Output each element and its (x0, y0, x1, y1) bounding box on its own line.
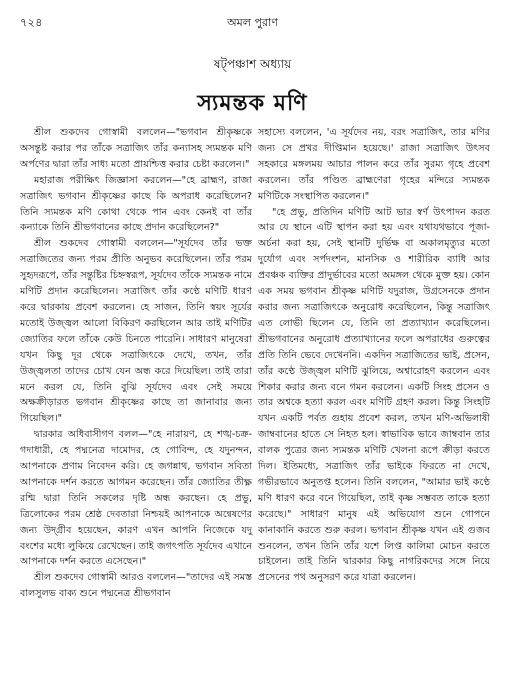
paragraph: শ্রীল শুকদেব গোস্বামী বললেন—"সূর্যদেব তাঁর ভক্ত সত্রাজিতের জন্য পরম প্রীতি অনুভব করেছিলেন। তাঁর পরম সুহৃদরূপে, তাঁর সন্তুষ্টির চিহ্নস্বরূপ, সূর্যদেব তাঁকে স্যমন্তক নামে মণিটি প্রদান করেছিলেন। সত্রাজিৎ তাঁর কণ্ঠে মণিটি ধারণ করে দ্বারকায় প্রবেশ করলেন। হে সাজন, তিনি স্বয়ং সূর্যের মতোই উজ্জ্বল আলো বিকিরণ করছিলেন আর তাই মণিটির জ্যোতির ফলে তাঁকে কেউ চিনতে পারেনি। সাধারণ মানুষেরা যখন কিছু দূর থেকে সত্রাজিৎকে দেখে, তখন, তাঁর উজ্জ্বলতা তাদের চোখ যেন অন্ধ করে দিয়েছিল। তাই তারা মনে করল যে, তিনি বুঝি সূর্যদেব এবং সেই সময়ে অক্ষক্রীড়ারত ভগবান শ্রীকৃষ্ণের কাছে তা জানাবার জন্য গিয়েছিল।" (20, 238, 252, 425)
paragraph: মহারাজ পরীক্ষিৎ জিজ্ঞাসা করলেন—"হে ব্রাহ্মণ, রাজা সত্রাজিৎ ভগবান শ্রীকৃষ্ণের কাছে কি অপরাধ করেছিলেন? তিনি স্যমন্তক মণি কোথা থেকে পান এবং কেনই বা তাঁর কন্যাকে তিনি শ্রীভগবানের কাছে প্রদান করেছিলেন?" (20, 174, 252, 234)
page-number: ৭২৪ (20, 16, 43, 29)
chapter-title: স্যমন্তক মণি (197, 91, 308, 116)
paragraph: "হে প্রভু, প্রতিদিন মণিটি আট ভার স্বর্ণ উৎপাদন করত আর যে স্থানে এটি স্থাপন করা হয় এবং যথাযথভাবে পূজা-অর্চনা করা হয়, সেই স্থানটি দুর্ভিক্ষ বা অকালমৃত্যুর মতো দুর্যোগ এবং সর্পদংশন, মানসিক ও শারীরিক ব্যাধি আর প্রবঞ্চক ব্যক্তির প্রাদুর্ভাবের মতো অমঙ্গল থেকে মুক্ত হয়। কোন এক সময় ভগবান শ্রীকৃষ্ণ মণিটি যদুরাজ, উগ্রসেনকে প্রদান করার জন্য সত্রাজিৎকে অনুরোধ করেছিলেন, কিন্তু সত্রাজিৎ এত লোভী ছিলেন যে, তিনি তা প্রত্যাখ্যান করেছিলেন। শ্রীভগবানের অনুরোধ প্রত্যাখ্যানের ফলে অপরাধের গুরুত্বের প্রতি তিনি ভেবে দেখেননি। একদিন সত্রাজিতের ভাই, প্রসেন, তাঁর কণ্ঠে উজ্জ্বল মণিটি ঝুলিয়ে, অশ্বারোহণ করলেন এবং শিকার করার জন্য বনে গমন করলেন। একটি সিংহ প্রসেন ও তার অশ্বকে হত্যা করল এবং মণিটি গ্রহণ করল। কিন্তু সিংহটি যখন একটি পর্বত গুহায় প্রবেশ করল, তখন মণি-অভিলাষী জাম্ববানের হাতে সে নিহত হল। স্বাভাবিক ভাবে জাম্ববান তার বালক পুত্রের জন্য স্যমন্তক মণিটি খেলনা রূপে ক্রীড়া করতে দিল। ইতিমধ্যে, সত্রাজিৎ তাঁর ভাইকে ফিরতে না দেখে, গভীরভাবে অনুতপ্ত হলেন। তিনি বললেন, "আমার ভাই কণ্ঠে মণি ধারণ করে বনে গিয়েছিল, তাই কৃষ্ণ সম্ভবত তাকে হত্যা করেছে।" সাধারণ মানুষ এই অভিযোগ শুনে গোপনে কানাকানি করতে শুরু করল। ভগবান শ্রীকৃষ্ণ যখন এই গুজব শুনলেন, তখন তিনি তাঁর যশে লিপ্ত কালিমা মোচন করতে চাইলেন। তাই তিনি দ্বারকার কিছু নাগরিকদের সঙ্গে নিয়ে প্রসেনের পথ অনুসরণ করে যাত্রা করলেন। (258, 206, 490, 584)
chapter-label: ষট্‌পঞ্চাশ অধ্যায় (213, 57, 292, 71)
right-column (258, 125, 490, 586)
paragraph: শ্রীল শুকদেব গোস্বামী বললেন—"ভগবান শ্রীকৃষ্ণকে অসন্তুষ্ট করার পর তাঁকে সত্রাজিৎ তাঁর কন্যাসহ স্যমন্তক মণি অর্পণের দ্বারা তাঁর সাধ্য মতো প্রায়শ্চিত্ত করার চেষ্টা করলেন।" (20, 127, 252, 170)
left-column (20, 125, 252, 602)
running-head: অমল পুরাণ (227, 16, 278, 29)
paragraph: সহাস্যে বললেন, 'এ সূর্যদেব নয়, বরং সত্রাজিৎ, তার মণির জন্য সে প্রখর দীপ্তিমান হয়েছে।' রাজা সত্রাজিৎ উৎসব সহকারে মঙ্গলময় আচার পালন করে তাঁর সুরম্য গৃহে প্রবেশ করলেন। তাঁর পণ্ডিত ব্রাহ্মণেরা গৃহের মন্দিরে স্যমন্তক মণিটিকে সংস্থাপিত করলেন।" (258, 127, 490, 202)
paragraph: দ্বারকার অধিবাসীগণ বলল—"হে নারায়ণ, হে শঙ্খ-চক্র-গদাধারী, হে পদ্মনেত্র দামোদর, হে গোবিন্দ, হে যদুনন্দন, আপনাকে প্রণাম নিবেদন করি। হে জগন্নাথ, ভগবান সবিতা আপনাকে দর্শন করতে আগমন করেছেন। তাঁর জ্যোতির তীক্ষ্ণ রশ্মি দ্বারা তিনি সকলের দৃষ্টি অন্ধ করছেন। হে প্রভু, ত্রিলোকের পরম শ্রেষ্ঠ দেবতারা নিশ্চয়ই আপনাকে অন্বেষণের জন্য উদ্‌গ্রীব হয়েছেন, কারণ এখন আপনি নিজেকে যদু বংশের মধ্যে লুকিয়ে রেখেছেন। তাই জগৎপতি সূর্যদেব এখানে আপনাকে দর্শন করতে এসেছেন।" (20, 429, 252, 568)
paragraph: শ্রীল শুকদেব গোস্বামী আরও বললেন—"তাদের এই সমস্ত বালসুলভ বাক্য শুনে পদ্মনেত্র শ্রীভগবান (20, 572, 252, 600)
